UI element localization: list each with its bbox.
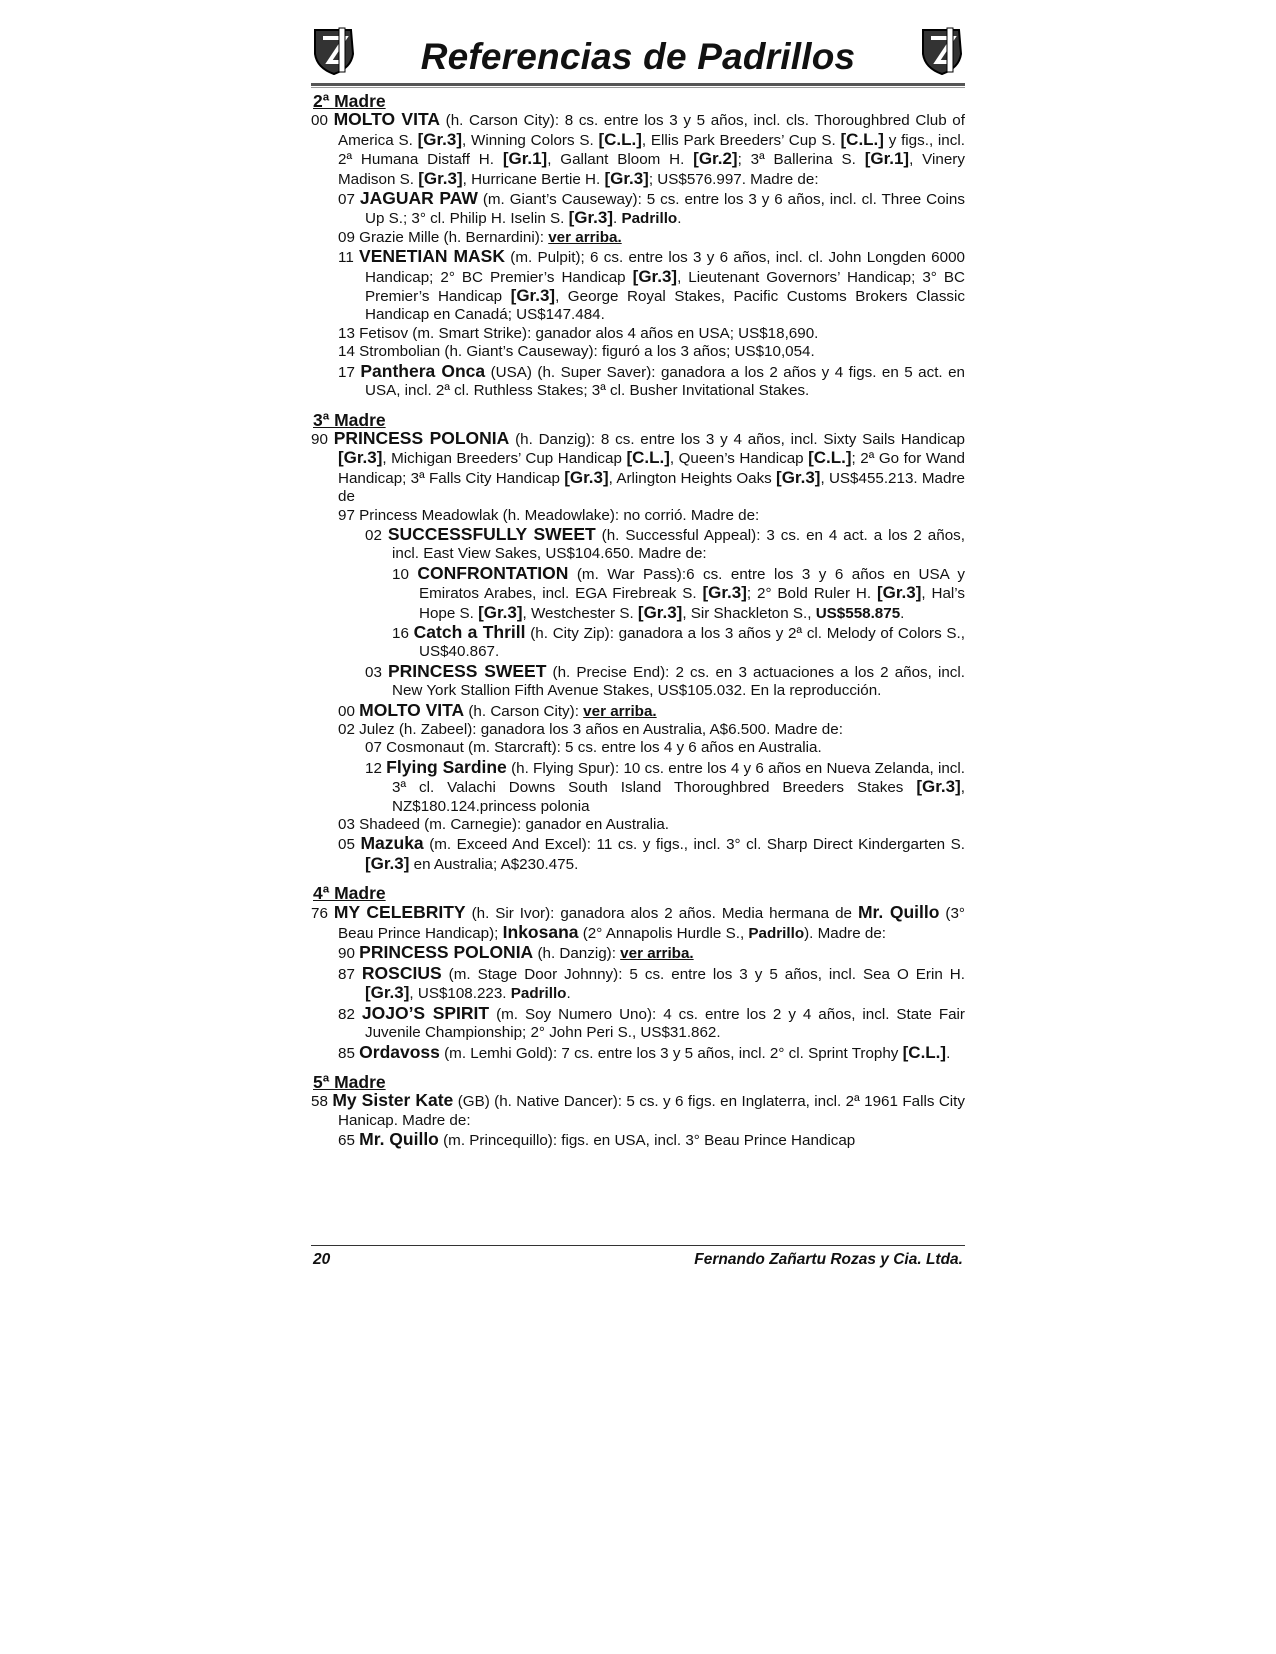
document-page	[311, 22, 965, 1151]
pedigree-entry: 82 JOJO’S SPIRIT (m. Soy Numero Uno): 4 cs. entre los 2 y 4 años, incl. State Fair Juvenile Championship; 2° John Peri S., US$31.862.	[338, 1002, 965, 1042]
pedigree-entry: 13 Fetisov (m. Smart Strike): ganador alos 4 años en USA; US$18,690.	[338, 324, 819, 342]
pedigree-entry: 17 Panthera Onca (USA) (h. Super Saver): ganadora a los 2 años y 4 figs. en 5 act. en USA, incl. 2ª cl. Ruthless Stakes; 3ª cl. Busher Invitational Stakes.	[338, 360, 965, 400]
page-number: 20	[313, 1251, 331, 1268]
pedigree-entry: 00 MOLTO VITA (h. Carson City): 8 cs. entre los 3 y 5 años, incl. cls. Thoroughbred Club of America S. [Gr.3], Winning Colors S. [C.L.], Ellis Park Breeders’ Cup S. [C.L.] y figs., incl. 2ª Humana Distaff H. [Gr.1], Gallant Bloom H. [Gr.2]; 3ª Ballerina S. [Gr.1], Vinery Madison S. [Gr.3], Hurricane Bertie H. [Gr.3]; US$576.997. Madre de:	[311, 109, 965, 188]
pedigree-entry: 65 Mr. Quillo (m. Princequillo): figs. en USA, incl. 3° Beau Prince Handicap	[338, 1129, 856, 1150]
pedigree-entry: 85 Ordavoss (m. Lemhi Gold): 7 cs. entre los 3 y 5 años, incl. 2° cl. Sprint Trophy [C.L.].	[338, 1041, 951, 1062]
ver-arriba-link: ver arriba.	[548, 228, 622, 246]
pedigree-entry: 90 PRINCESS POLONIA (h. Danzig): 8 cs. entre los 3 y 4 años, incl. Sixty Sails Handicap [Gr.3], Michigan Breeders’ Cup Handicap [C.L.], Queen’s Handicap [C.L.]; 2ª Go for Wand Handicap; 3ª Falls City Handicap [Gr.3], Arlington Heights Oaks [Gr.3], US$455.213. Madre de	[311, 427, 965, 506]
pedigree-entry: 16 Catch a Thrill (h. City Zip): ganadora a los 3 años y 2ª cl. Melody of Colors S., US$40.867.	[392, 621, 965, 661]
pedigree-entry: 09 Grazie Mille (h. Bernardini): ver arriba.	[338, 228, 622, 246]
logo-icon	[919, 26, 965, 76]
pedigree-entry: 90 PRINCESS POLONIA (h. Danzig): ver arriba.	[338, 942, 694, 963]
pedigree-content	[311, 92, 965, 1151]
section-heading: 3ª Madre	[313, 409, 386, 430]
footer-rule	[311, 1245, 965, 1246]
pedigree-entry: 02 SUCCESSFULLY SWEET (h. Successful Appeal): 3 cs. en 4 act. a los 2 años, incl. East View Sakes, US$104.650. Madre de:	[365, 523, 965, 563]
pedigree-entry: 03 Shadeed (m. Carnegie): ganador en Australia.	[338, 816, 669, 834]
pedigree-entry: 58 My Sister Kate (GB) (h. Native Dancer): 5 cs. y 6 figs. en Inglaterra, incl. 2ª 1961 Falls City Hanicap. Madre de:	[311, 1090, 965, 1129]
page-header	[311, 22, 965, 80]
pedigree-entry: 11 VENETIAN MASK (m. Pulpit); 6 cs. entre los 3 y 6 años, incl. cl. John Longden 6000 Handicap; 2° BC Premier’s Handicap [Gr.3], Lieutenant Governors’ Handicap; 3° BC Premier’s Handicap [Gr.3], George Royal Stakes, Pacific Customs Brokers Classic Handicap en Canadá; US$147.484.	[338, 246, 965, 324]
pedigree-entry: 97 Princess Meadowlak (h. Meadowlake): no corrió. Madre de:	[338, 506, 760, 524]
pedigree-entry: 87 ROSCIUS (m. Stage Door Johnny): 5 cs. entre los 3 y 5 años, incl. Sea O Erin H. [Gr.3], US$108.223. Padrillo.	[338, 962, 965, 1003]
section-heading: 5ª Madre	[313, 1071, 386, 1092]
page-footer	[311, 1245, 965, 1269]
page-title: Referencias de Padrillos	[420, 36, 856, 77]
section-heading: 2ª Madre	[313, 91, 386, 111]
header-rule-thin	[311, 87, 965, 88]
pedigree-entry: 10 CONFRONTATION (m. War Pass):6 cs. entre los 3 y 6 años en USA y Emiratos Arabes, incl. EGA Firebreak S. [Gr.3]; 2° Bold Ruler H. [Gr.3], Hal’s Hope S. [Gr.3], Westchester S. [Gr.3], Sir Shackleton S., US$558.875.	[392, 562, 965, 622]
ver-arriba-link: ver arriba.	[583, 702, 657, 720]
pedigree-entry: 00 MOLTO VITA (h. Carson City): ver arriba.	[338, 699, 657, 720]
pedigree-entry: 12 Flying Sardine (h. Flying Spur): 10 cs. entre los 4 y 6 años en Nueva Zelanda, incl. 3ª cl. Valachi Downs South Island Thoroughbred Breeders Stakes [Gr.3], NZ$180.124.princess polonia	[365, 756, 965, 815]
header-rule	[311, 83, 965, 86]
pedigree-entry: 14 Strombolian (h. Giant’s Causeway): figuró a los 3 años; US$10,054.	[338, 343, 815, 361]
section-heading: 4ª Madre	[313, 883, 386, 904]
pedigree-entry: 07 JAGUAR PAW (m. Giant’s Causeway): 5 cs. entre los 3 y 6 años, incl. cl. Three Coins Up S.; 3° cl. Philip H. Iselin S. [Gr.3]. Padrillo.	[338, 188, 965, 228]
pedigree-entry: 07 Cosmonaut (m. Starcraft): 5 cs. entre los 4 y 6 años en Australia.	[365, 739, 822, 757]
publisher-name: Fernando Zañartu Rozas y Cia. Ltda.	[694, 1251, 963, 1268]
pedigree-entry: 03 PRINCESS SWEET (h. Precise End): 2 cs. en 3 actuaciones a los 2 años, incl. New York Stallion Fifth Avenue Stakes, US$105.032. En la reproducción.	[365, 660, 965, 700]
ver-arriba-link: ver arriba.	[620, 945, 694, 963]
pedigree-entry: 05 Mazuka (m. Exceed And Excel): 11 cs. y figs., incl. 3° cl. Sharp Direct Kindergarten S. [Gr.3] en Australia; A$230.475.	[338, 833, 965, 873]
pedigree-entry: 02 Julez (h. Zabeel): ganadora los 3 años en Australia, A$6.500. Madre de:	[338, 721, 843, 738]
pedigree-entry: 76 MY CELEBRITY (h. Sir Ivor): ganadora alos 2 años. Media hermana de Mr. Quillo (3° Beau Prince Handicap); Inkosana (2° Annapolis Hurdle S., Padrillo). Madre de:	[311, 901, 965, 943]
